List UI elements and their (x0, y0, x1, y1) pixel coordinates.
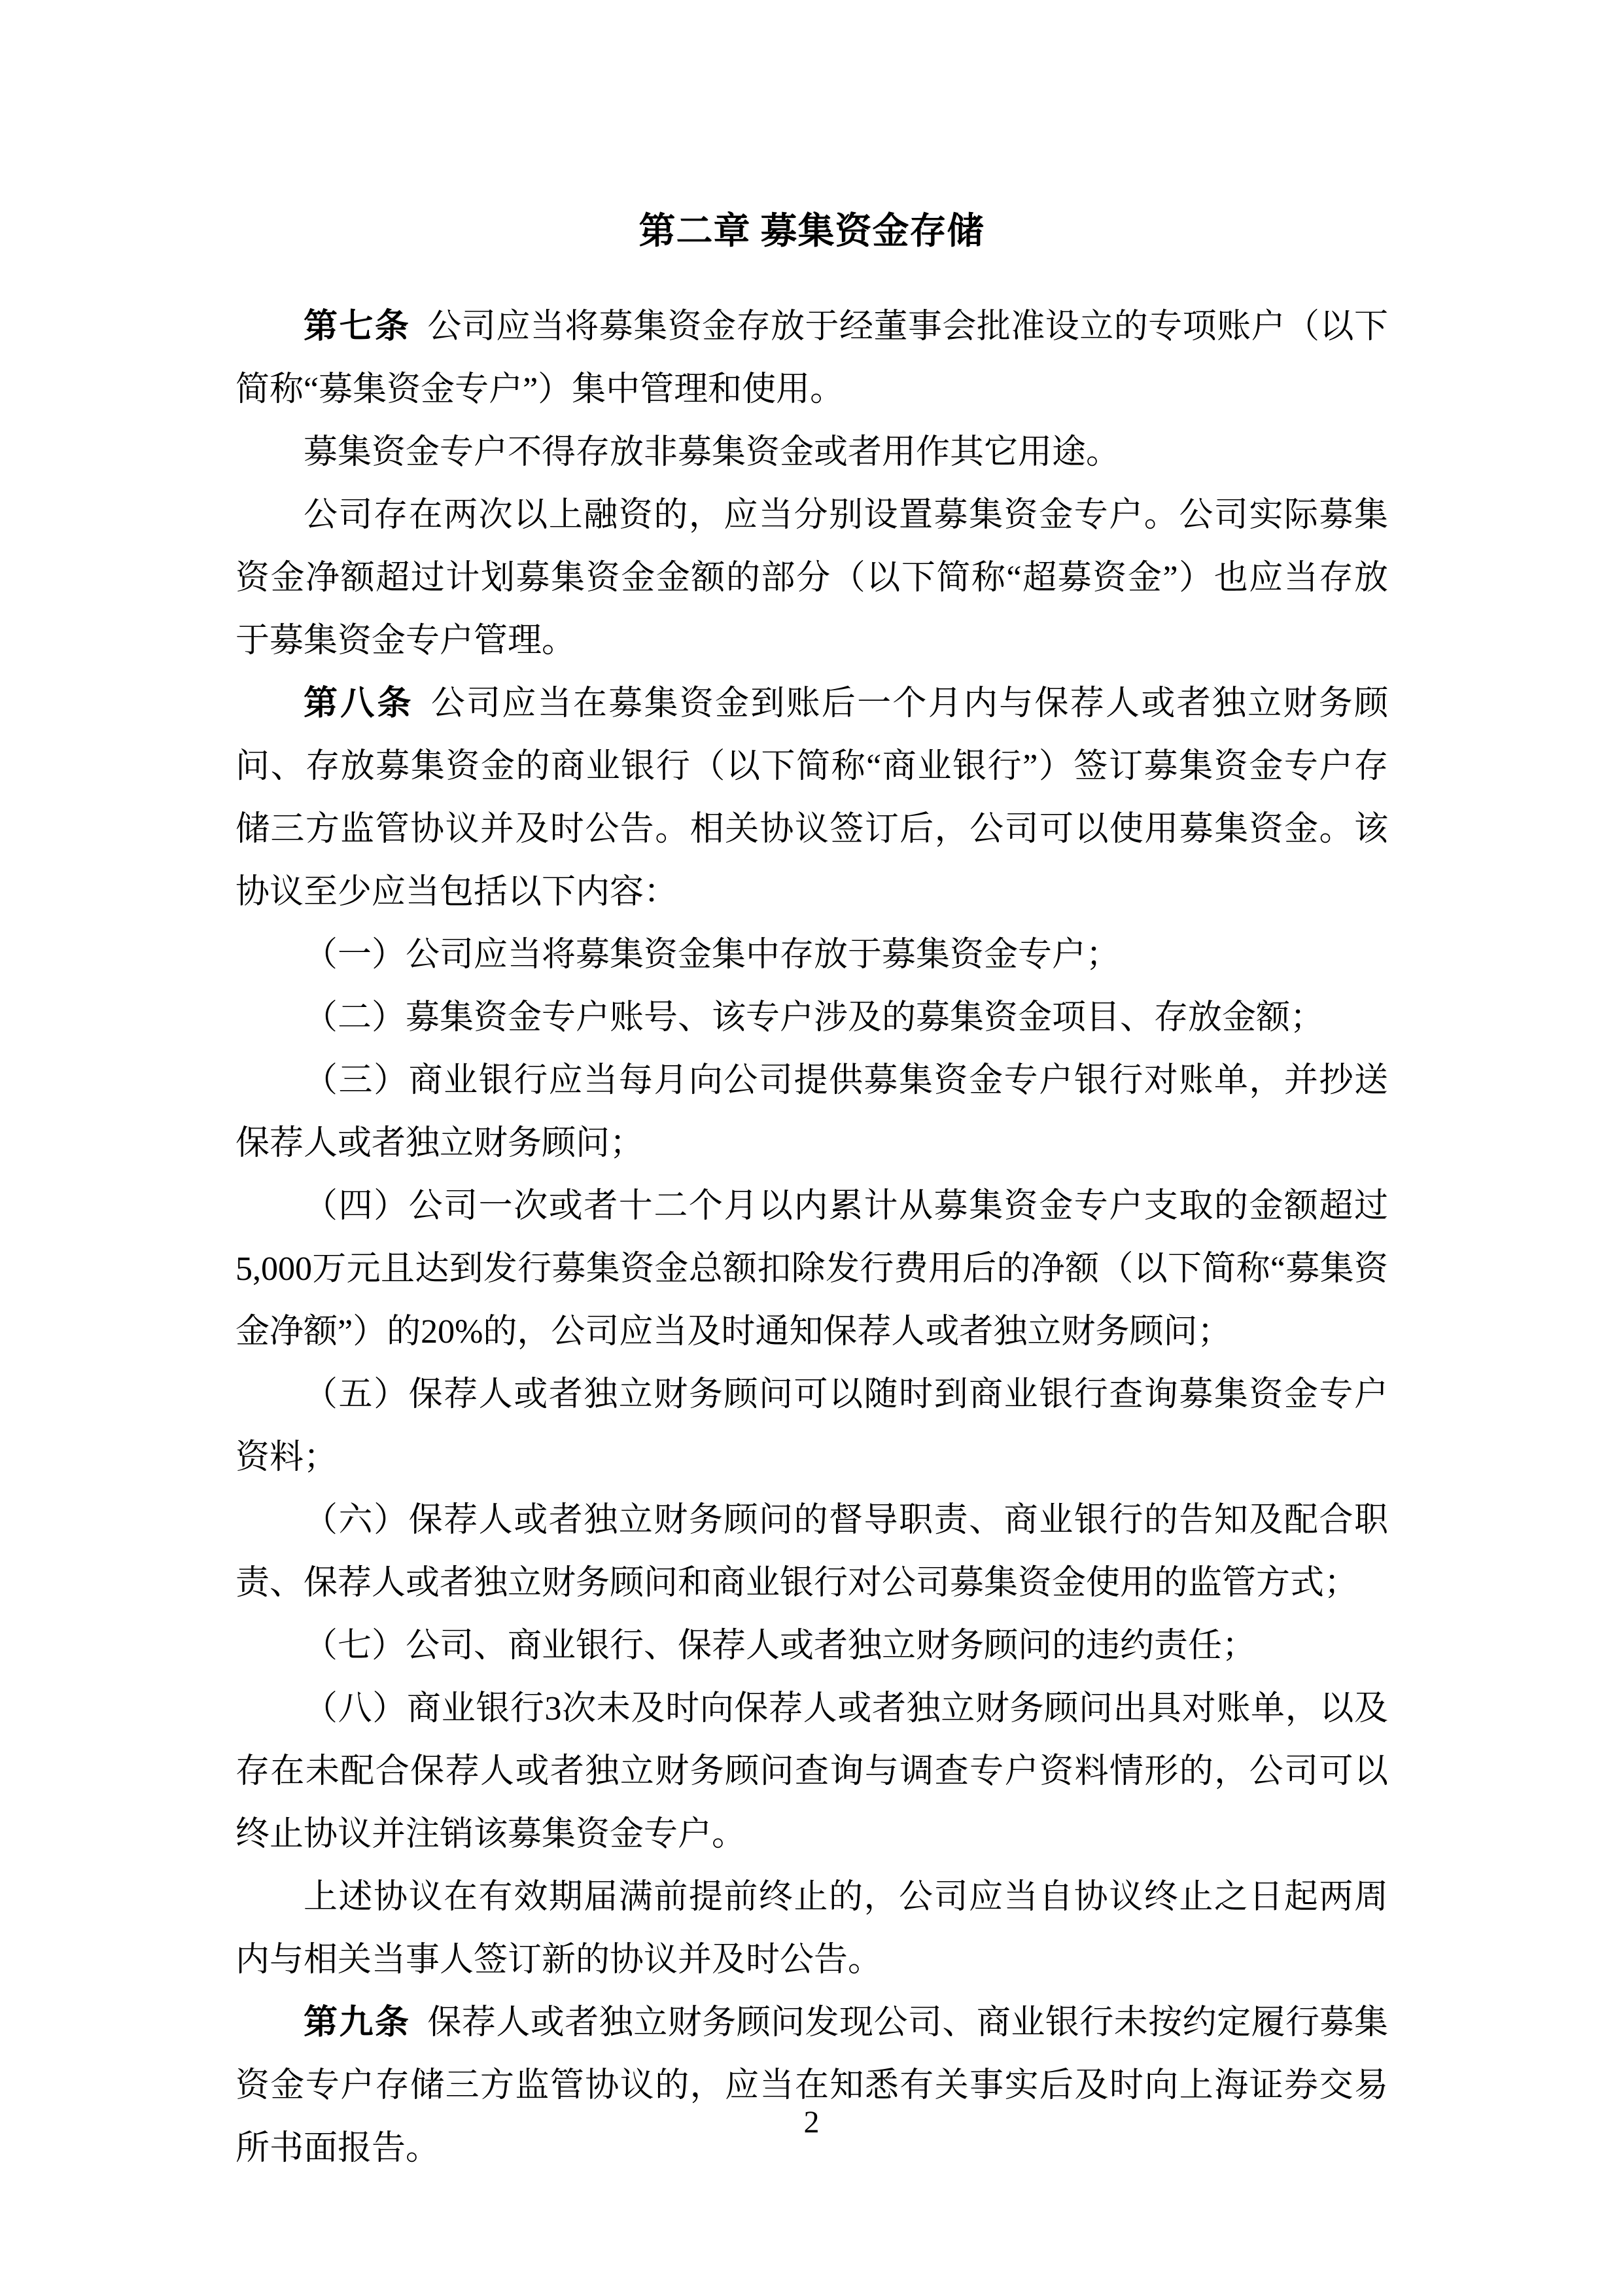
paragraph-text: 募集资金专户不得存放非募集资金或者用作其它用途。 (304, 434, 1121, 471)
paragraph-text: 公司应当将募集资金存放于经董事会批准设立的专项账户（以下简称“募集资金专户”）集中管理和使用。 (236, 308, 1388, 408)
paragraph-text: （六）保荐人或者独立财务顾问的督导职责、商业银行的告知及配合职责、保荐人或者独立财务顾问和商业银行对公司募集资金使用的监管方式； (236, 1502, 1388, 1602)
paragraph-text: （二）募集资金专户账号、该专户涉及的募集资金项目、存放金额； (304, 999, 1325, 1036)
clause-number: 第八条 (304, 685, 414, 722)
paragraph (236, 1992, 1388, 2180)
paragraph (236, 484, 1388, 673)
paragraph (236, 296, 1388, 421)
paragraph-text: （三）商业银行应当每月向公司提供募集资金专户银行对账单，并抄送保荐人或者独立财务顾问； (236, 1062, 1388, 1162)
clause-number: 第七条 (304, 308, 411, 345)
page-number: 2 (803, 2105, 820, 2140)
paragraph-text: （四）公司一次或者十二个月以内累计从募集资金专户支取的金额超过5,000万元且达到发行募集资金总额扣除发行费用后的净额（以下简称“募集资金净额”）的20%的，公司应当及时通知保荐人或者独立财务顾问； (236, 1188, 1388, 1351)
paragraph (236, 924, 1388, 987)
paragraph (236, 673, 1388, 924)
paragraph-text: 公司应当在募集资金到账后一个月内与保荐人或者独立财务顾问、存放募集资金的商业银行（以下简称“商业银行”）签订募集资金专户存储三方监管协议并及时公告。相关协议签订后，公司可以使用募集资金。该协议至少应当包括以下内容： (236, 685, 1388, 911)
paragraph-text: （一）公司应当将募集资金集中存放于募集资金专户； (304, 936, 1121, 974)
paragraph (236, 1678, 1388, 1866)
paragraph-text: （八）商业银行3次未及时向保荐人或者独立财务顾问出具对账单，以及存在未配合保荐人或者独立财务顾问查询与调查专户资料情形的，公司可以终止协议并注销该募集资金专户。 (236, 1690, 1388, 1853)
paragraph-text: （七）公司、商业银行、保荐人或者独立财务顾问的违约责任； (304, 1627, 1257, 1665)
paragraph (236, 1615, 1388, 1678)
document-body (236, 296, 1388, 2180)
paragraph (236, 1364, 1388, 1489)
paragraph (236, 1866, 1388, 1992)
clause-number: 第九条 (304, 2004, 411, 2041)
paragraph-text: 上述协议在有效期届满前提前终止的，公司应当自协议终止之日起两周内与相关当事人签订新的协议并及时公告。 (236, 1879, 1388, 1979)
paragraph (236, 1175, 1388, 1364)
paragraph-text: 公司存在两次以上融资的，应当分别设置募集资金专户。公司实际募集资金净额超过计划募集资金金额的部分（以下简称“超募资金”）也应当存放于募集资金专户管理。 (236, 497, 1388, 660)
paragraph (236, 1050, 1388, 1175)
paragraph-text: 保荐人或者独立财务顾问发现公司、商业银行未按约定履行募集资金专户存储三方监管协议的，应当在知悉有关事实后及时向上海证券交易所书面报告。 (236, 2004, 1388, 2167)
paragraph (236, 421, 1388, 484)
paragraph-text: （五）保荐人或者独立财务顾问可以随时到商业银行查询募集资金专户资料； (236, 1376, 1388, 1476)
chapter-title: 第二章 募集资金存储 (638, 211, 985, 252)
paragraph (236, 1489, 1388, 1615)
paragraph (236, 987, 1388, 1050)
